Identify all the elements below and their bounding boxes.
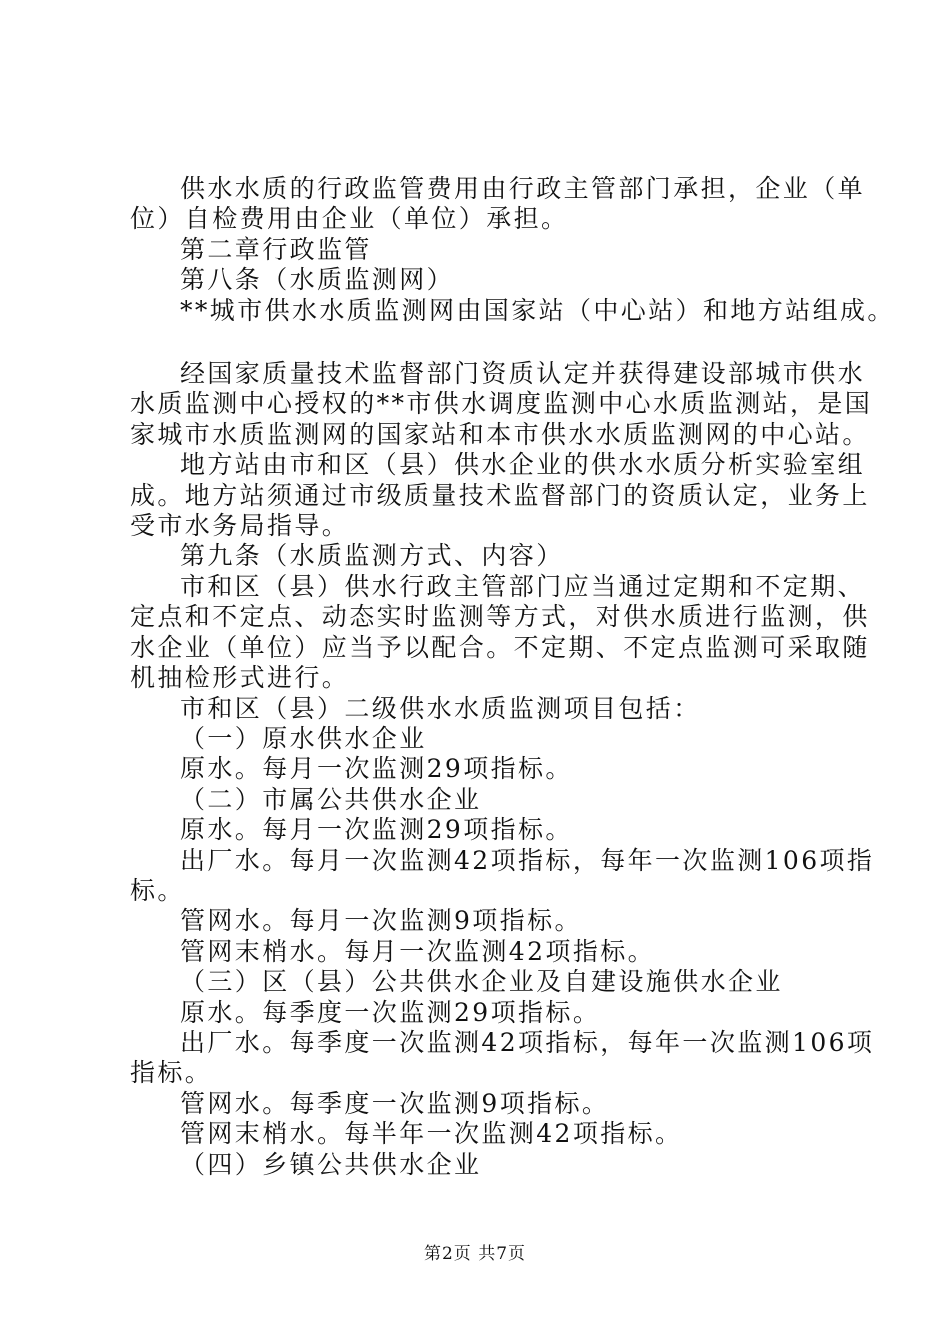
paragraph-line: 家城市水质监测网的国家站和本市供水水质监测网的中心站。 xyxy=(130,419,870,449)
list-item-continuation: 标。 xyxy=(130,875,185,905)
chapter-heading: 第二章行政监管 xyxy=(180,234,372,264)
list-item: 原水。每季度一次监测29项指标。 xyxy=(180,997,601,1027)
list-item: 出厂水。每季度一次监测42项指标，每年一次监测106项 xyxy=(180,1027,875,1057)
paragraph-line: 水企业（单位）应当予以配合。不定期、不定点监测可采取随 xyxy=(130,632,870,662)
list-item: 管网水。每月一次监测9项指标。 xyxy=(180,906,582,936)
paragraph-line: 地方站由市和区（县）供水企业的供水水质分析实验室组 xyxy=(180,450,866,480)
page-footer: 第2页 共7页 xyxy=(423,1244,527,1264)
list-item: 原水。每月一次监测29项指标。 xyxy=(180,815,573,845)
section-heading: （一）原水供水企业 xyxy=(180,723,427,753)
article-heading: 第九条（水质监测方式、内容） xyxy=(180,541,564,571)
list-item: 管网末梢水。每月一次监测42项指标。 xyxy=(180,936,656,966)
list-item: 原水。每月一次监测29项指标。 xyxy=(180,754,573,784)
paragraph-line: 位）自检费用由企业（单位）承担。 xyxy=(130,204,569,234)
paragraph-line: 市和区（县）二级供水水质监测项目包括： xyxy=(180,693,701,723)
section-heading: （二）市属公共供水企业 xyxy=(180,784,482,814)
paragraph-line: 定点和不定点、动态实时监测等方式，对供水质进行监测，供 xyxy=(130,602,870,632)
list-item: 管网水。每季度一次监测9项指标。 xyxy=(180,1088,610,1118)
paragraph-line: 市和区（县）供水行政主管部门应当通过定期和不定期、 xyxy=(180,571,866,601)
paragraph-line: 机抽检形式进行。 xyxy=(130,663,350,693)
paragraph-gap xyxy=(130,326,835,359)
list-item-continuation: 指标。 xyxy=(130,1058,213,1088)
list-item: 管网末梢水。每半年一次监测42项指标。 xyxy=(180,1119,683,1149)
section-heading: （四）乡镇公共供水企业 xyxy=(180,1149,482,1179)
paragraph-line: 供水水质的行政监管费用由行政主管部门承担，企业（单 xyxy=(180,174,866,203)
paragraph-line: 受市水务局指导。 xyxy=(130,511,350,541)
section-heading: （三）区（县）公共供水企业及自建设施供水企业 xyxy=(180,967,783,997)
paragraph-line: **城市供水水质监测网由国家站（中心站）和地方站组成。 xyxy=(180,295,895,325)
list-item: 出厂水。每月一次监测42项指标，每年一次监测106项指 xyxy=(180,845,875,875)
paragraph-line: 经国家质量技术监督部门资质认定并获得建设部城市供水 xyxy=(180,359,866,389)
article-heading: 第八条（水质监测网） xyxy=(180,265,455,295)
document-body xyxy=(130,174,895,1180)
paragraph-line: 成。地方站须通过市级质量技术监督部门的资质认定，业务上 xyxy=(130,480,870,510)
paragraph-line: 水质监测中心授权的**市供水调度监测中心水质监测站，是国 xyxy=(130,389,873,419)
